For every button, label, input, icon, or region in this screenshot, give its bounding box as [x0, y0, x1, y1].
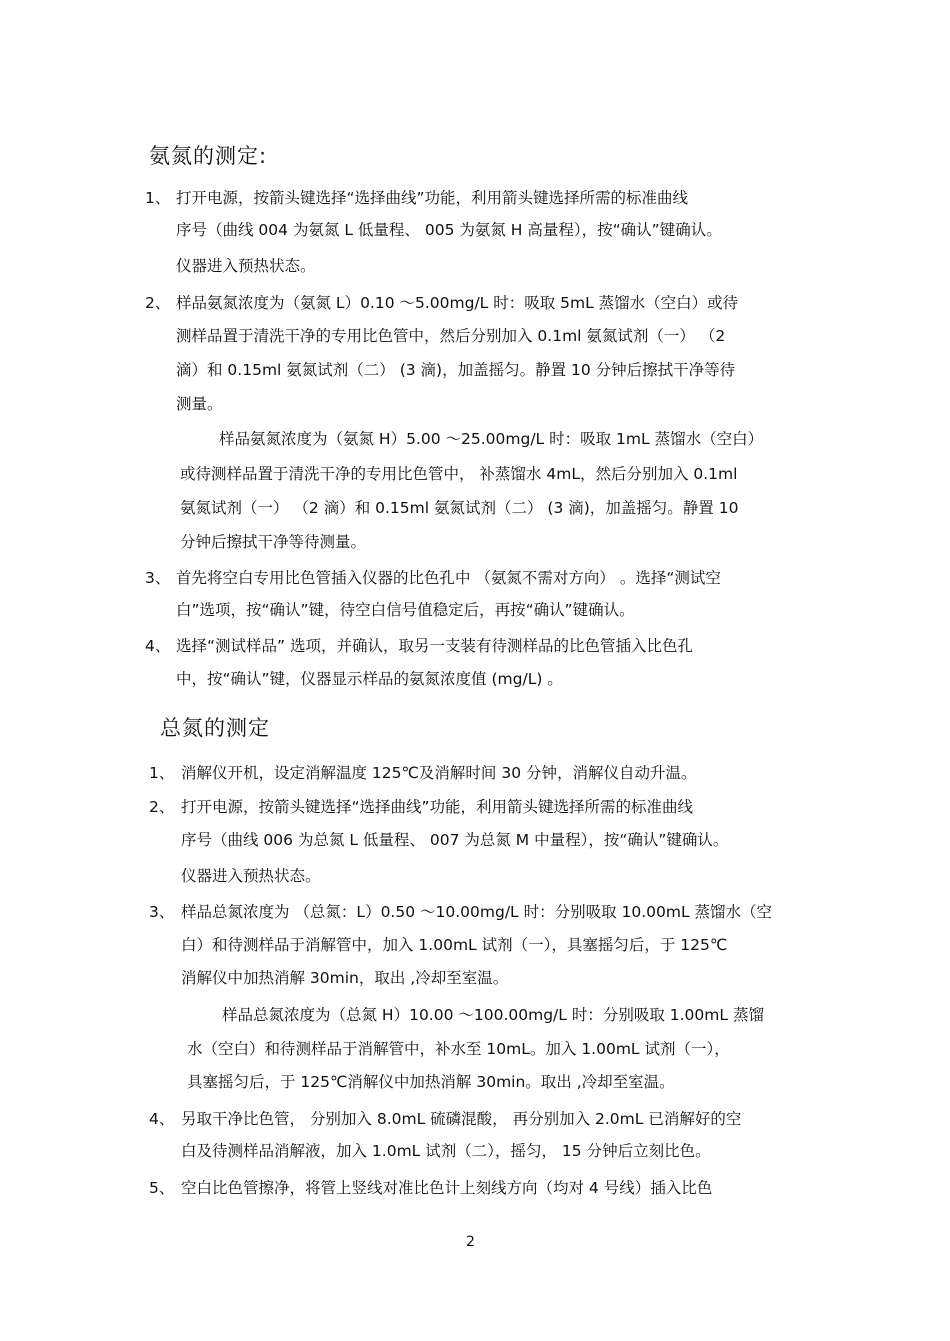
- paragraph-line: 空白比色管擦净，将管上竖线对准比色计上刻线方向（均对 4 号线）插入比色: [181, 1179, 713, 1197]
- paragraph-line: 打开电源，按箭头键选择“选择曲线”功能，利用箭头键选择所需的标准曲线: [181, 798, 694, 816]
- paragraph-line: 另取干净比色管， 分别加入 8.0mL 硫磷混酸， 再分别加入 2.0mL 已消解好的空: [181, 1110, 742, 1128]
- item-number: 5、: [149, 1179, 175, 1197]
- item-number: 2、: [149, 798, 175, 816]
- paragraph-line: 白及待测样品消解液，加入 1.0mL 试剂（二），摇匀， 15 分钟后立刻比色。: [181, 1142, 711, 1160]
- item-number: 3、: [149, 903, 175, 921]
- paragraph-line: 打开电源，按箭头键选择“选择曲线”功能，利用箭头键选择所需的标准曲线: [176, 189, 689, 207]
- paragraph-line: 消解仪中加热消解 30min，取出 ,冷却至室温。: [181, 969, 509, 987]
- paragraph-line: 测样品置于清洗干净的专用比色管中，然后分别加入 0.1ml 氨氮试剂（一） （2: [176, 327, 726, 345]
- section-title-total-nitrogen: 总氮的测定: [160, 716, 270, 740]
- item-number: 3、: [145, 569, 171, 587]
- paragraph-line: 或待测样品置于清洗干净的专用比色管中， 补蒸馏水 4mL，然后分别加入 0.1ml: [180, 465, 738, 483]
- paragraph-line: 水（空白）和待测样品于消解管中，补水至 10mL。加入 1.00mL 试剂（一），: [187, 1040, 730, 1058]
- paragraph-line: 白）和待测样品于消解管中，加入 1.00mL 试剂（一），具塞摇匀后，于 125℃: [181, 936, 728, 954]
- paragraph-line: 首先将空白专用比色管插入仪器的比色孔中 （氨氮不需对方向） 。选择“测试空: [176, 569, 721, 587]
- paragraph-line: 仪器进入预热状态。: [181, 867, 321, 885]
- paragraph-line: 白”选项，按“确认”键，待空白信号值稳定后，再按“确认”键确认。: [176, 601, 635, 619]
- paragraph-line: 氨氮试剂（一） （2 滴）和 0.15ml 氨氮试剂（二） (3 滴)，加盖摇匀。静置 10: [180, 499, 739, 517]
- section-title-ammonia: 氨氮的测定:: [149, 144, 268, 168]
- paragraph-line: 选择“测试样品” 选项，并确认，取另一支装有待测样品的比色管插入比色孔: [176, 637, 693, 655]
- paragraph-line: 样品氨氮浓度为（氨氮 H）5.00 ～25.00mg/L 时：吸取 1mL 蒸馏水（空白）: [219, 430, 764, 448]
- paragraph-line: 测量。: [176, 395, 223, 413]
- paragraph-line: 序号（曲线 006 为总氮 L 低量程、 007 为总氮 M 中量程），按“确认”键确认。: [181, 831, 729, 849]
- item-number: 1、: [145, 189, 171, 207]
- paragraph-line: 中，按“确认”键，仪器显示样品的氨氮浓度值 (mg/L) 。: [176, 670, 563, 688]
- item-number: 4、: [149, 1110, 175, 1128]
- paragraph-line: 样品总氮浓度为（总氮 H）10.00 ～100.00mg/L 时：分别吸取 1.00mL 蒸馏: [222, 1006, 764, 1024]
- item-number: 2、: [145, 294, 171, 312]
- page-number: 2: [466, 1234, 475, 1250]
- paragraph-line: 仪器进入预热状态。: [176, 257, 316, 275]
- item-number: 1、: [149, 764, 175, 782]
- paragraph-line: 具塞摇匀后，于 125℃消解仪中加热消解 30min。取出 ,冷却至室温。: [187, 1073, 675, 1091]
- paragraph-line: 分钟后擦拭干净等待测量。: [180, 533, 367, 551]
- item-number: 4、: [145, 637, 171, 655]
- paragraph-line: 消解仪开机，设定消解温度 125℃及消解时间 30 分钟，消解仪自动升温。: [181, 764, 697, 782]
- paragraph-line: 序号（曲线 004 为氨氮 L 低量程、 005 为氨氮 H 高量程），按“确认”键确认。: [176, 221, 722, 239]
- paragraph-line: 样品总氮浓度为 （总氮：L）0.50 ～10.00mg/L 时：分别吸取 10.00mL 蒸馏水（空: [181, 903, 773, 921]
- paragraph-line: 滴）和 0.15ml 氨氮试剂（二） (3 滴)，加盖摇匀。静置 10 分钟后擦拭干净等待: [176, 361, 736, 379]
- paragraph-line: 样品氨氮浓度为（氨氮 L）0.10 ～5.00mg/L 时：吸取 5mL 蒸馏水（空白）或待: [176, 294, 739, 312]
